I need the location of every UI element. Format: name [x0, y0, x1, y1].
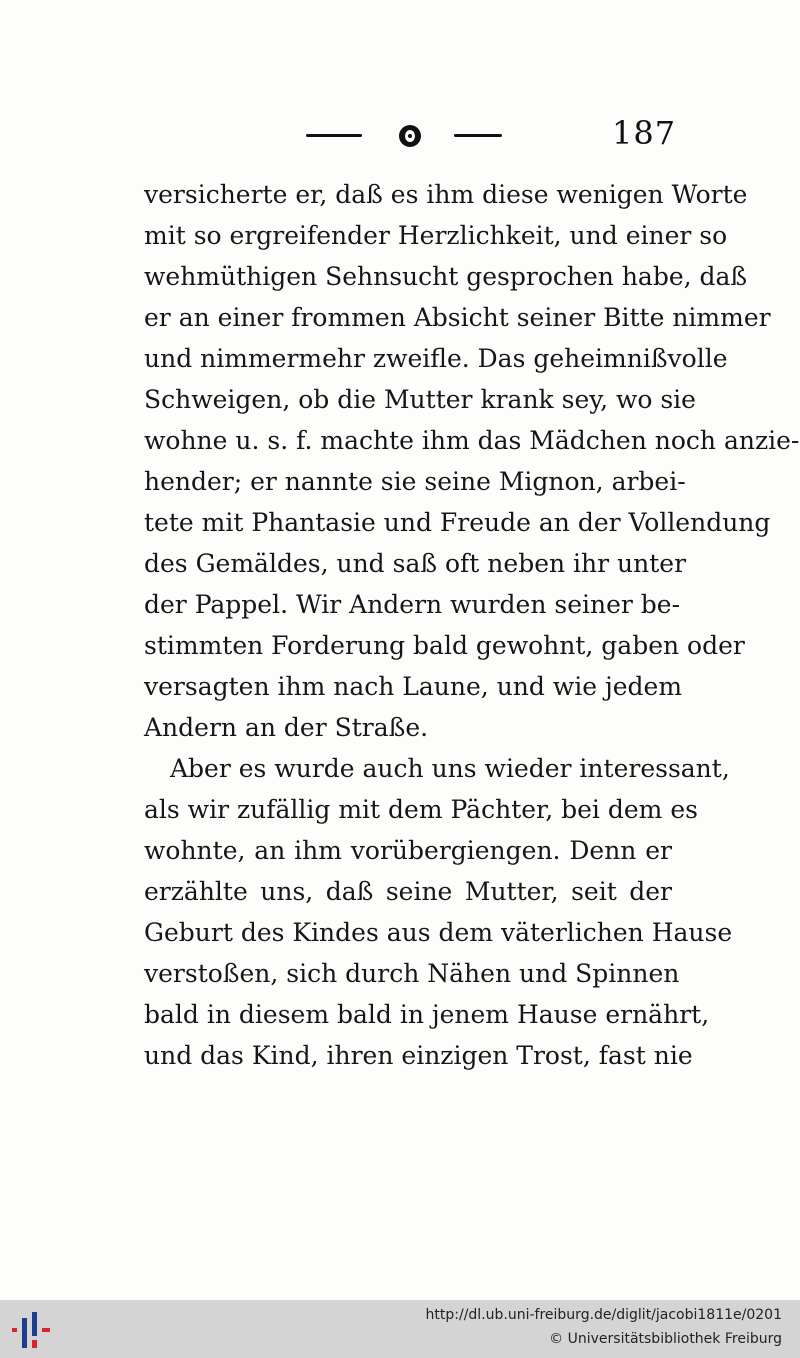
viewer-footer: [0, 1300, 800, 1358]
text-line: mit so ergreifender Herzlichkeit, und einer so: [144, 221, 728, 250]
text-line: versicherte er, daß es ihm diese wenigen Worte: [144, 180, 748, 209]
text-line: Geburt des Kindes aus dem väterlichen Hause: [144, 918, 733, 947]
ornament-icon: [394, 120, 426, 152]
text-line: als wir zufällig mit dem Pächter, bei dem es: [144, 795, 698, 824]
text-line: wohnte, an ihm vorübergiengen. Denn er: [144, 836, 672, 865]
page-number: 187: [612, 114, 677, 152]
text-line: hender; er nannte sie seine Mignon, arbei-: [144, 467, 686, 496]
copyright-notice: © Universitätsbibliothek Freiburg: [549, 1331, 782, 1347]
text-line: verstoßen, sich durch Nähen und Spinnen: [144, 959, 680, 988]
text-line: erzählte uns, daß seine Mutter, seit der: [144, 877, 672, 906]
text-line: des Gemäldes, und saß oft neben ihr unter: [144, 549, 687, 578]
text-line: wohne u. s. f. machte ihm das Mädchen noch anzie-: [144, 426, 800, 455]
header-rule-right: [454, 134, 502, 137]
text-line: Aber es wurde auch uns wieder interessant,: [170, 754, 730, 783]
text-line: Schweigen, ob die Mutter krank sey, wo sie: [144, 385, 696, 414]
ub-freiburg-logo-icon[interactable]: [10, 1308, 52, 1350]
permalink-url[interactable]: http://dl.ub.uni-freiburg.de/diglit/jacobi1811e/0201: [425, 1307, 782, 1323]
text-line: stimmten Forderung bald gewohnt, gaben oder: [144, 631, 745, 660]
text-line: er an einer frommen Absicht seiner Bitte nimmer: [144, 303, 771, 332]
text-line: tete mit Phantasie und Freude an der Vollendung: [144, 508, 771, 537]
text-line: wehmüthigen Sehnsucht gesprochen habe, daß: [144, 262, 748, 291]
text-line: und nimmermehr zweifle. Das geheimnißvolle: [144, 344, 728, 373]
page-header: [0, 112, 800, 162]
text-line: Andern an der Straße.: [144, 713, 429, 742]
text-line: versagten ihm nach Laune, und wie jedem: [144, 672, 683, 701]
text-line: bald in diesem bald in jenem Hause ernährt,: [144, 1000, 710, 1029]
body-text: [144, 174, 800, 1076]
text-line: und das Kind, ihren einzigen Trost, fast nie: [144, 1041, 693, 1070]
text-line: der Pappel. Wir Andern wurden seiner be-: [144, 590, 681, 619]
header-rule-left: [306, 134, 362, 137]
